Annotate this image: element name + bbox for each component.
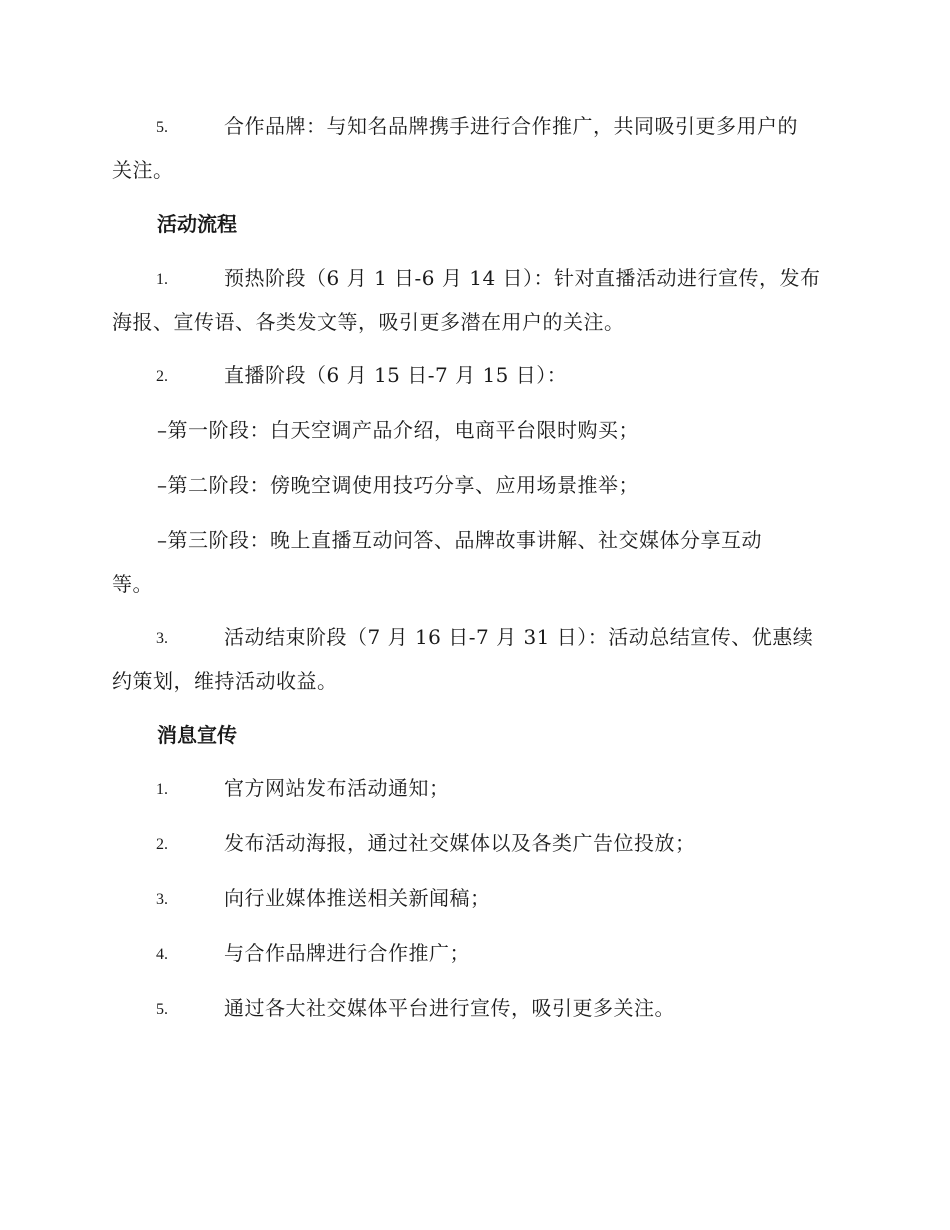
section-heading-flow: 活动流程 — [157, 212, 237, 236]
list-item-text: 官方网站发布活动通知； — [224, 776, 450, 800]
paragraph-line: 合作品牌：与知名品牌携手进行合作推广，共同吸引更多用户的 — [224, 114, 798, 138]
list-number: 3. — [156, 891, 168, 908]
paragraph-line: 约策划，维持活动收益。 — [112, 669, 338, 693]
list-number: 2. — [156, 836, 168, 853]
list-number: 1. — [156, 271, 168, 288]
paragraph-line: 关注。 — [112, 158, 174, 182]
paragraph-line: 海报、宣传语、各类发文等，吸引更多潜在用户的关注。 — [112, 310, 625, 334]
section-heading-promo: 消息宣传 — [157, 723, 237, 747]
list-item-text: 通过各大社交媒体平台进行宣传，吸引更多关注。 — [224, 996, 675, 1020]
list-item-text: 与合作品牌进行合作推广； — [224, 941, 470, 965]
sub-item-line: –第二阶段：傍晚空调使用技巧分享、应用场景推举； — [157, 473, 639, 497]
sub-item-line: –第一阶段：白天空调产品介绍，电商平台限时购买； — [157, 418, 639, 442]
list-number: 5. — [156, 119, 168, 136]
list-number: 5. — [156, 1001, 168, 1018]
list-number: 3. — [156, 630, 168, 647]
sub-item-line: 等。 — [112, 572, 153, 596]
list-number: 2. — [156, 368, 168, 385]
list-item-text: 发布活动海报，通过社交媒体以及各类广告位投放； — [224, 831, 696, 855]
sub-item-line: –第三阶段：晚上直播互动问答、品牌故事讲解、社交媒体分享互动 — [157, 528, 762, 552]
list-item-text: 向行业媒体推送相关新闻稿； — [224, 886, 491, 910]
paragraph-line: 活动结束阶段（7 月 16 日-7 月 31 日）：活动总结宣传、优惠续 — [224, 625, 814, 649]
paragraph-line: 预热阶段（6 月 1 日-6 月 14 日）：针对直播活动进行宣传，发布 — [224, 266, 821, 290]
paragraph-line: 直播阶段（6 月 15 日-7 月 15 日）： — [224, 363, 568, 387]
list-number: 1. — [156, 781, 168, 798]
list-number: 4. — [156, 946, 168, 963]
